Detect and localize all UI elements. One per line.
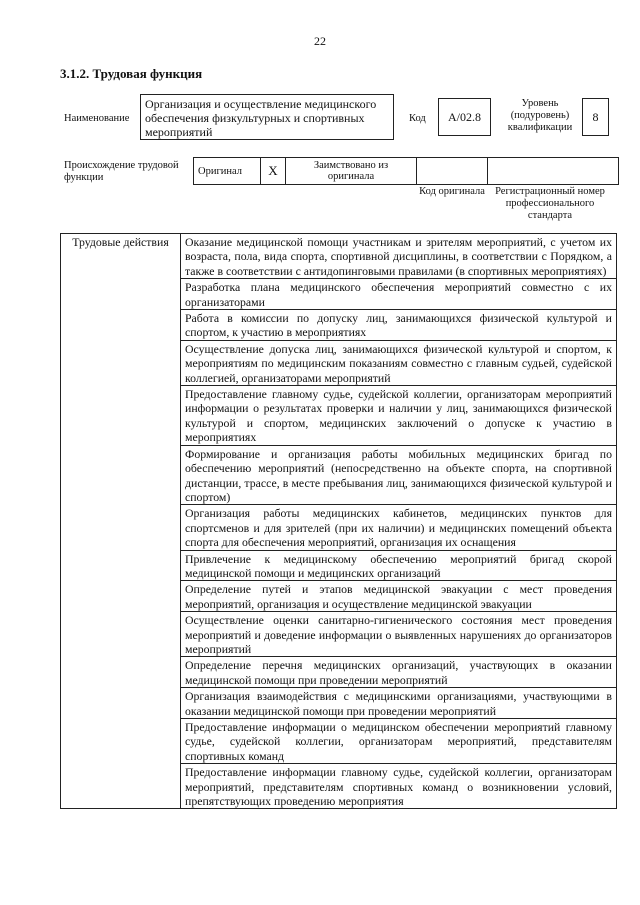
labor-action-text: Работа в комиссии по допуску лиц, занимающихся физической культурой и спортом, к участию в мероприятиях (181, 310, 617, 341)
original-code-cell (417, 158, 488, 185)
page-number: 22 (314, 34, 326, 48)
original-mark: X (268, 163, 278, 178)
function-name-box (140, 94, 394, 140)
labor-actions-heading: Трудовые действия (61, 234, 181, 809)
origin-table (193, 157, 619, 185)
labor-action-text: Предоставление главному судье, судейской коллегии, организаторам мероприятий информации о результатах проверки и наличии у лиц, занимающихся физической культурой и спортом, медицинских заключений о допуске к участию в мероприятиях (181, 386, 617, 446)
reg-caption: Регистрационный номер профессионального стандарта (495, 186, 605, 221)
labor-action-text: Привлечение к медицинскому обеспечению мероприятий бригад скорой медицинской помощи и медицинских организаций (181, 550, 617, 581)
reg-number-cell (488, 158, 619, 185)
code-label: Код (409, 113, 426, 124)
original-cell (194, 158, 261, 185)
labor-action-text: Оказание медицинской помощи участникам и зрителям мероприятий, с учетом их возраста, пола, вида спорта, спортивной дисциплины, в соответствии с Порядком, а также в соответствии с антидопинговыми правилами (в спортивных мероприятиях) (181, 234, 617, 279)
labor-action-text: Формирование и организация работы мобильных медицинских бригад по обеспечению мероприятий (непосредственно на объекте спорта, на спортивной дистанции, трассе, в месте пребывания лиц, занимающихся физической культурой и спортом) (181, 445, 617, 505)
labor-action-text: Осуществление оценки санитарно-гигиенического состояния мест проведения мероприятий и доведение информации о выявленных нарушениях до организаторов мероприятий (181, 612, 617, 657)
section-title: 3.1.2. Трудовая функция (60, 66, 203, 81)
borrowed-label: Заимствовано из оригинала (313, 160, 389, 182)
labor-action-text: Осуществление допуска лиц, занимающихся физической культурой и спортом, к мероприятиям по медицинским показаниям совместно с главным судьей, судейской коллегией, организаторами мероприятий (181, 340, 617, 385)
code-value: A/02.8 (448, 109, 481, 124)
labor-action-text: Предоставление информации главному судье, судейской коллегии, организаторам мероприятий, представителям спортивных команд о возникновении условий, препятствующих проведению мероприятия (181, 764, 617, 809)
labor-action-text: Определение перечня медицинских организаций, участвующих в оказании медицинской помощи при проведении мероприятий (181, 657, 617, 688)
labor-action-text: Определение путей и этапов медицинской эвакуации с мест проведения мероприятий, организация и осуществление медицинской эвакуации (181, 581, 617, 612)
level-value: 8 (592, 109, 599, 124)
code-box (438, 98, 491, 136)
labor-action-text: Предоставление информации о медицинском обеспечении мероприятий главному судье, судейской коллегии, организаторам мероприятий, представителям спортивных команд (181, 719, 617, 764)
name-label: Наименование (64, 113, 130, 124)
original-mark-cell (261, 158, 286, 185)
borrowed-cell (286, 158, 417, 185)
labor-action-row (61, 234, 617, 279)
function-name-text: Организация и осуществление медицинского обеспечения физкультурных и спортивных мероприятий (145, 97, 377, 139)
code-caption: Код оригинала (419, 186, 485, 197)
labor-action-text: Организация взаимодействия с медицинскими организациями, участвующими в оказании медицинской помощи при проведении мероприятий (181, 688, 617, 719)
level-box (582, 98, 609, 136)
labor-action-text: Организация работы медицинских кабинетов, медицинских пунктов для спортсменов и для зрителей (при их наличии) и медицинских помещений объекта спорта для обеспечения мероприятий, организация их оснащения (181, 505, 617, 550)
labor-actions-table (60, 233, 617, 809)
labor-action-text: Разработка плана медицинского обеспечения мероприятий совместно с их организаторами (181, 279, 617, 310)
original-label: Оригинал (198, 165, 242, 177)
level-label: Уровень (подуровень) квалификации (507, 98, 573, 133)
origin-label: Происхождение трудовой функции (64, 160, 179, 183)
